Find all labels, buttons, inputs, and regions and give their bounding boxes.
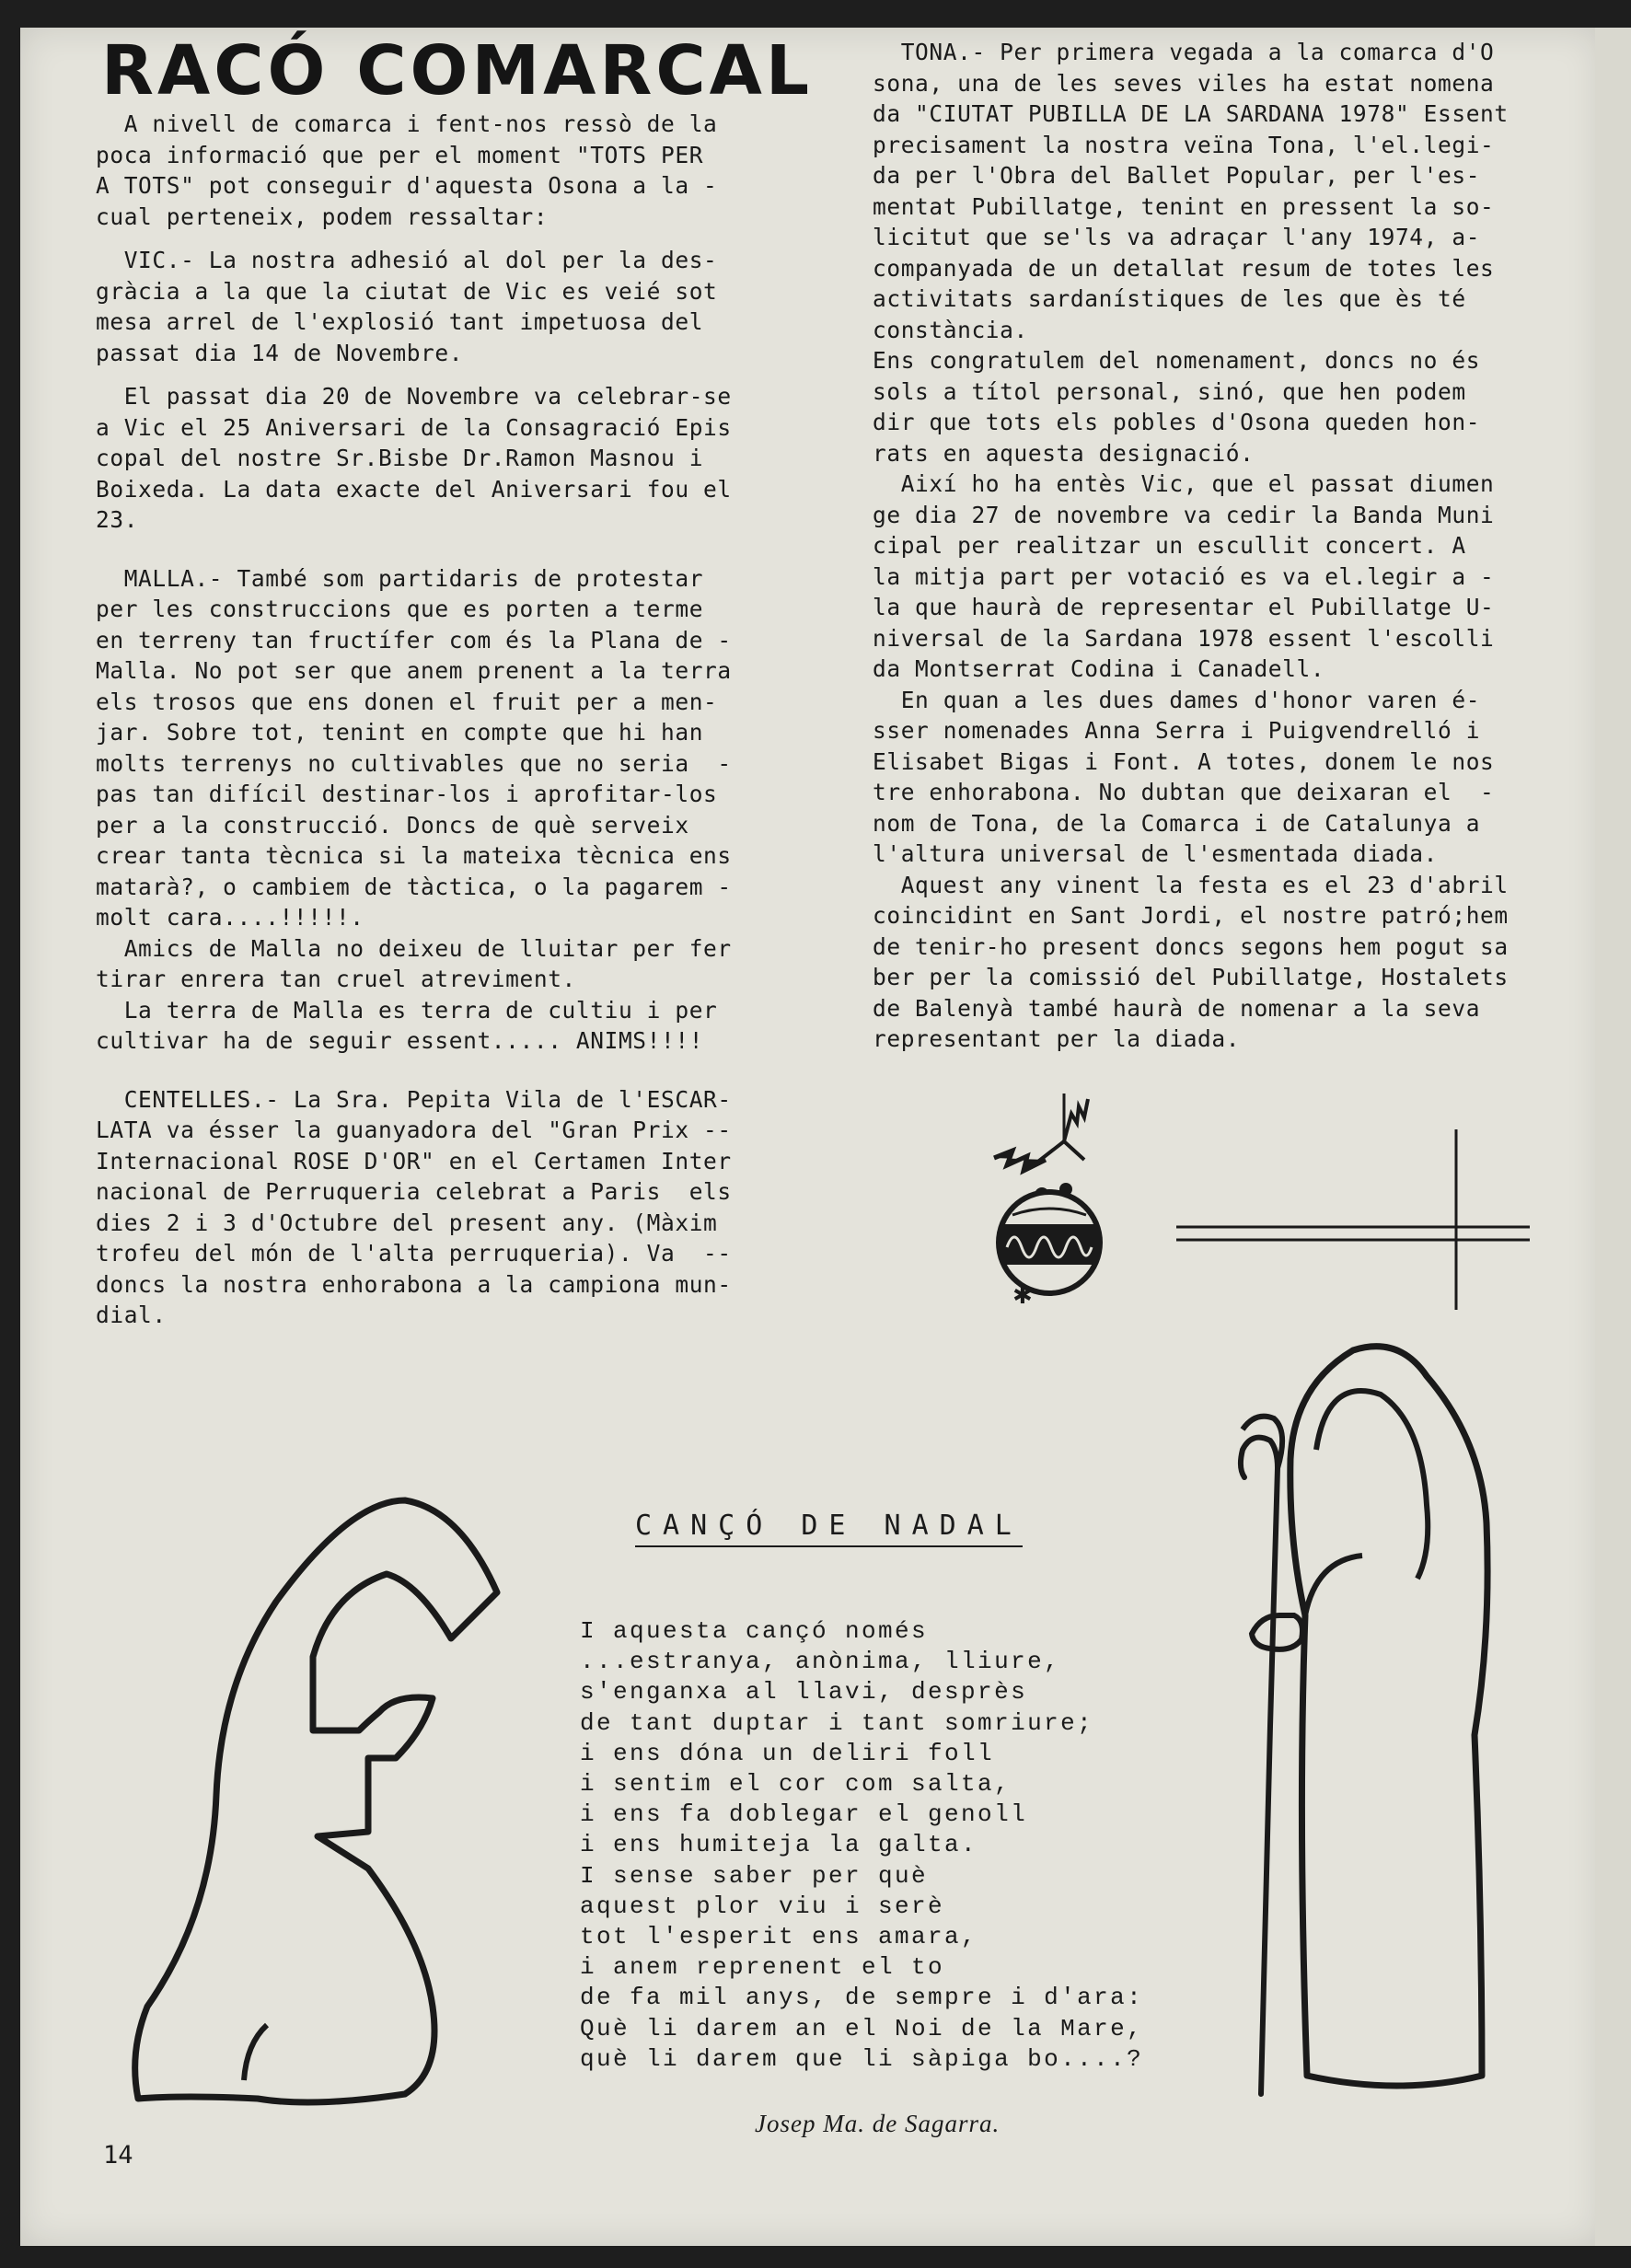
- svg-text:✱: ✱: [1012, 1282, 1033, 1310]
- left-column-line: doncs la nostra enhorabona a la campiona mun-: [96, 1270, 732, 1298]
- left-column-line: matarà?, o cambiem de tàctica, o la pagarem -: [96, 873, 732, 900]
- left-column-line: dies 2 i 3 d'Octubre del present any. (Màxim: [96, 1209, 718, 1236]
- right-column-line: ber per la comissió del Pubillatge, Hostalets: [873, 964, 1509, 990]
- right-column-line: constància.: [873, 316, 1028, 343]
- right-column-line: Aquest any vinent la festa es el 23 d'abril: [873, 871, 1509, 898]
- left-column-line: tirar enrera tan cruel atreviment.: [96, 966, 576, 992]
- poem-line: i ens humiteja la galta.: [580, 1831, 978, 1859]
- left-column-line: Amics de Malla no deixeu de lluitar per fer: [96, 934, 732, 962]
- left-column-line: mesa arrel de l'explosió tant impetuosa del: [96, 308, 704, 335]
- poem-line: ...estranya, anònima, lliure,: [580, 1648, 1061, 1676]
- right-column-line: Elisabet Bigas i Font. A totes, donem le nos: [873, 747, 1495, 775]
- right-column-line: TONA.- Per primera vegada a la comarca d'O: [873, 39, 1495, 65]
- right-column-line: ge dia 27 de novembre va cedir la Banda Muni: [873, 501, 1495, 528]
- left-column-line: cual perteneix, podem ressaltar:: [96, 202, 549, 230]
- poem-line: i ens fa doblegar el genoll: [580, 1800, 1028, 1829]
- left-column-line: per les construccions que es porten a terme: [96, 596, 704, 622]
- left-column-line: crear tanta tècnica si la mateixa tècnica ens: [96, 842, 732, 869]
- left-column-line: cultivar ha de seguir essent..... ANIMS!!!!: [96, 1027, 704, 1054]
- right-column-line: sona, una de les seves viles ha estat nomena: [873, 69, 1495, 97]
- right-column-line: representant per la diada.: [873, 1025, 1241, 1052]
- right-column: [873, 37, 1509, 1055]
- poem-line: Què li darem an el Noi de la Mare,: [580, 2014, 1144, 2042]
- poem-line: i anem reprenent el to: [580, 1953, 945, 1982]
- next-page-edge: [1595, 28, 1631, 2246]
- right-column-line: activitats sardanístiques de les que ès té: [873, 285, 1466, 312]
- left-column-line: El passat dia 20 de Novembre va celebrar-se: [96, 383, 732, 410]
- left-column-line: A nivell de comarca i fent-nos ressò de la: [96, 110, 718, 137]
- left-column-line: CENTELLES.- La Sra. Pepita Vila de l'ESCAR-: [96, 1085, 732, 1113]
- right-column-line: dir que tots els pobles d'Osona queden hon-: [873, 409, 1481, 435]
- poem-line: I aquesta cançó només: [580, 1617, 929, 1645]
- poem-line: aquest plor viu i serè: [580, 1892, 945, 1920]
- right-column-line: l'altura universal de l'esmentada diada.: [873, 840, 1439, 867]
- poem-line: de fa mil anys, de sempre i d'ara:: [580, 1984, 1144, 2012]
- left-column-line: trofeu del món de l'alta perruqueria). Va --: [96, 1240, 732, 1267]
- left-column-line: jar. Sobre tot, tenint en compte que hi han: [96, 719, 704, 746]
- poem-title: CANÇÓ DE NADAL: [635, 1510, 1023, 1547]
- left-column-line: 23.: [96, 506, 139, 533]
- kneeling-figure-illustration: [129, 1482, 534, 2108]
- right-column-line: da per l'Obra del Ballet Popular, per l'es-: [873, 162, 1481, 189]
- left-column-line: gràcia a la que la ciutat de Vic es veié sot: [96, 277, 718, 305]
- right-column-line: coincidint en Sant Jordi, el nostre patró;hem: [873, 902, 1509, 929]
- left-column-line: pas tan difícil destinar-los i aprofitar-los: [96, 781, 718, 807]
- left-column-line: passat dia 14 de Novembre.: [96, 339, 464, 366]
- right-column-line: sols a títol personal, sinó, que hen podem: [873, 377, 1466, 405]
- left-column-line: VIC.- La nostra adhesió al dol per la des-: [96, 247, 718, 273]
- left-column-line: molt cara....!!!!!.: [96, 904, 364, 931]
- right-column-line: nom de Tona, de la Comarca i de Catalunya a: [873, 809, 1481, 837]
- left-column-line: La terra de Malla es terra de cultiu i per: [96, 996, 718, 1024]
- left-column-line: per a la construcció. Doncs de què serveix: [96, 811, 689, 839]
- poem-body: [580, 1616, 1143, 2075]
- right-column-line: tre enhorabona. No dubtan que deixaran el -: [873, 779, 1495, 805]
- right-column-line: Així ho ha entès Vic, que el passat diumen: [873, 470, 1495, 497]
- right-column-line: precisament la nostra veïna Tona, l'el.legi-: [873, 131, 1495, 158]
- right-column-line: cipal per realitzar un escullit concert. A: [873, 532, 1466, 559]
- poem-line: tot l'esperit ens amara,: [580, 1923, 978, 1951]
- right-column-line: de tenir-ho present doncs segons hem pogut sa: [873, 932, 1509, 960]
- poem-author: Josep Ma. de Sagarra.: [755, 2110, 1001, 2137]
- right-column-line: mentat Pubillatge, tenint en pressent la so-: [873, 192, 1495, 220]
- right-column-line: da "CIUTAT PUBILLA DE LA SARDANA 1978" Essent: [873, 100, 1509, 127]
- poem-line: i ens dóna un deliri foll: [580, 1739, 995, 1767]
- page-title: RACÓ COMARCAL: [101, 31, 814, 110]
- right-column-line: licitut que se'ls va adraçar l'any 1974, a-: [873, 224, 1481, 250]
- left-column-line: en terreny tan fructífer com és la Plana de -: [96, 626, 732, 654]
- shepherd-figure-illustration: [1224, 1339, 1500, 2103]
- right-column-line: Ens congratulem del nomenament, doncs no és: [873, 347, 1481, 374]
- right-column-line: sser nomenades Anna Serra i Puigvendrelló i: [873, 717, 1481, 744]
- left-column-line: Internacional ROSE D'OR" en el Certamen Inter: [96, 1147, 732, 1174]
- right-column-line: la que haurà de representar el Pubillatge U-: [873, 594, 1495, 620]
- left-column-line: Malla. No pot ser que anem prenent a la terra: [96, 657, 732, 684]
- decorative-lines: [1169, 1128, 1537, 1312]
- left-column-line: els trosos que ens donen el fruit per a men-: [96, 688, 718, 715]
- right-column-line: companyada de un detallat resum de totes les: [873, 254, 1495, 282]
- left-column-line: nacional de Perruqueria celebrat a Paris els: [96, 1178, 732, 1205]
- poem-line: I sense saber per què: [580, 1861, 929, 1890]
- right-column-line: rats en aquesta designació.: [873, 439, 1255, 467]
- left-column-line: Boixeda. La data exacte del Aniversari fou el: [96, 475, 732, 503]
- right-column-line: la mitja part per votació es va el.legir a -: [873, 562, 1495, 590]
- poem-line: de tant duptar i tant somriure;: [580, 1708, 1094, 1737]
- right-column-line: da Montserrat Codina i Canadell.: [873, 655, 1325, 682]
- page-number: 14: [103, 2141, 133, 2170]
- left-column-line: MALLA.- També som partidaris de protestar: [96, 564, 704, 592]
- right-column-line: de Balenyà també haurà de nomenar a la seva: [873, 994, 1481, 1022]
- poem-line: s'enganxa al llavi, desprès: [580, 1678, 1028, 1707]
- left-column: [96, 109, 732, 1331]
- left-column-line: LATA va ésser la guanyadora del "Gran Prix --: [96, 1117, 732, 1143]
- right-column-line: niversal de la Sardana 1978 essent l'escolli: [873, 624, 1495, 652]
- christmas-ornament-icon: [976, 1086, 1105, 1310]
- left-column-line: molts terrenys no cultivables que no seria -: [96, 749, 732, 777]
- poem-line: què li darem que li sàpiga bo....?: [580, 2044, 1144, 2073]
- left-column-line: a Vic el 25 Aniversari de la Consagració Epis: [96, 413, 732, 441]
- left-column-line: A TOTS" pot conseguir d'aquesta Osona a la -: [96, 172, 718, 199]
- left-column-line: dial.: [96, 1302, 167, 1328]
- poem-line: i sentim el cor com salta,: [580, 1770, 1012, 1799]
- right-column-line: En quan a les dues dames d'honor varen é-: [873, 686, 1481, 713]
- left-column-line: poca informació que per el moment "TOTS PER: [96, 141, 704, 168]
- left-column-line: copal del nostre Sr.Bisbe Dr.Ramon Masnou i: [96, 445, 704, 471]
